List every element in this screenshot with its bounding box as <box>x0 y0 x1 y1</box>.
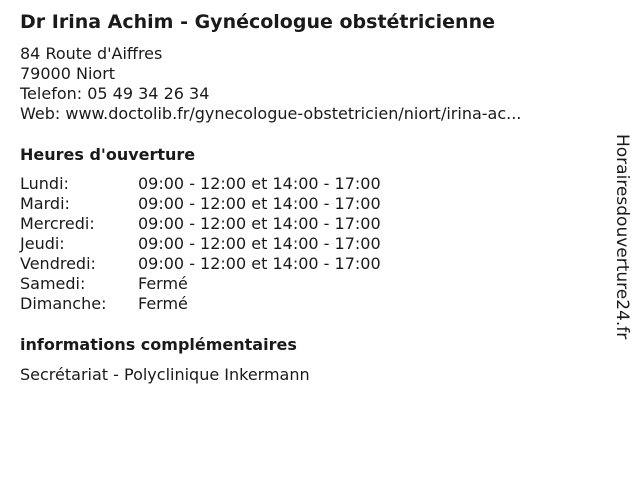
opening-hours-heading: Heures d'ouverture <box>20 145 196 164</box>
day-label: Mardi: <box>20 194 70 213</box>
hours-value: 09:00 - 12:00 et 14:00 - 17:00 <box>138 254 381 273</box>
day-label: Samedi: <box>20 274 86 293</box>
day-label: Jeudi: <box>20 234 65 253</box>
day-label: Dimanche: <box>20 294 107 313</box>
hours-row-mercredi <box>20 214 381 234</box>
hours-row-samedi <box>20 274 381 294</box>
website-url: Web: www.doctolib.fr/gynecologue-obstetricien/niort/irina-ac... <box>20 104 522 123</box>
hours-row-mardi <box>20 194 381 214</box>
hours-value: Fermé <box>138 274 188 293</box>
hours-value: Fermé <box>138 294 188 313</box>
additional-info-heading: informations complémentaires <box>20 335 297 354</box>
hours-row-vendredi <box>20 254 381 274</box>
address-block <box>20 44 521 124</box>
phone-number: Telefon: 05 49 34 26 34 <box>20 84 210 103</box>
city-postal-code: 79000 Niort <box>20 64 116 83</box>
day-label: Lundi: <box>20 174 69 193</box>
hours-row-jeudi <box>20 234 381 254</box>
street-address: 84 Route d'Aiffres <box>20 44 163 63</box>
hours-row-lundi <box>20 174 381 194</box>
hours-value: 09:00 - 12:00 et 14:00 - 17:00 <box>138 194 381 213</box>
day-label: Mercredi: <box>20 214 95 233</box>
day-label: Vendredi: <box>20 254 96 273</box>
hours-value: 09:00 - 12:00 et 14:00 - 17:00 <box>138 174 381 193</box>
hours-row-dimanche <box>20 294 381 314</box>
page-title: Dr Irina Achim - Gynécologue obstétricienne <box>20 11 495 33</box>
hours-value: 09:00 - 12:00 et 14:00 - 17:00 <box>138 234 381 253</box>
additional-info-text: Secrétariat - Polyclinique Inkermann <box>20 365 310 384</box>
site-watermark: Horairesdouverture24.fr <box>612 134 632 340</box>
hours-value: 09:00 - 12:00 et 14:00 - 17:00 <box>138 214 381 233</box>
opening-hours-table <box>20 174 381 314</box>
